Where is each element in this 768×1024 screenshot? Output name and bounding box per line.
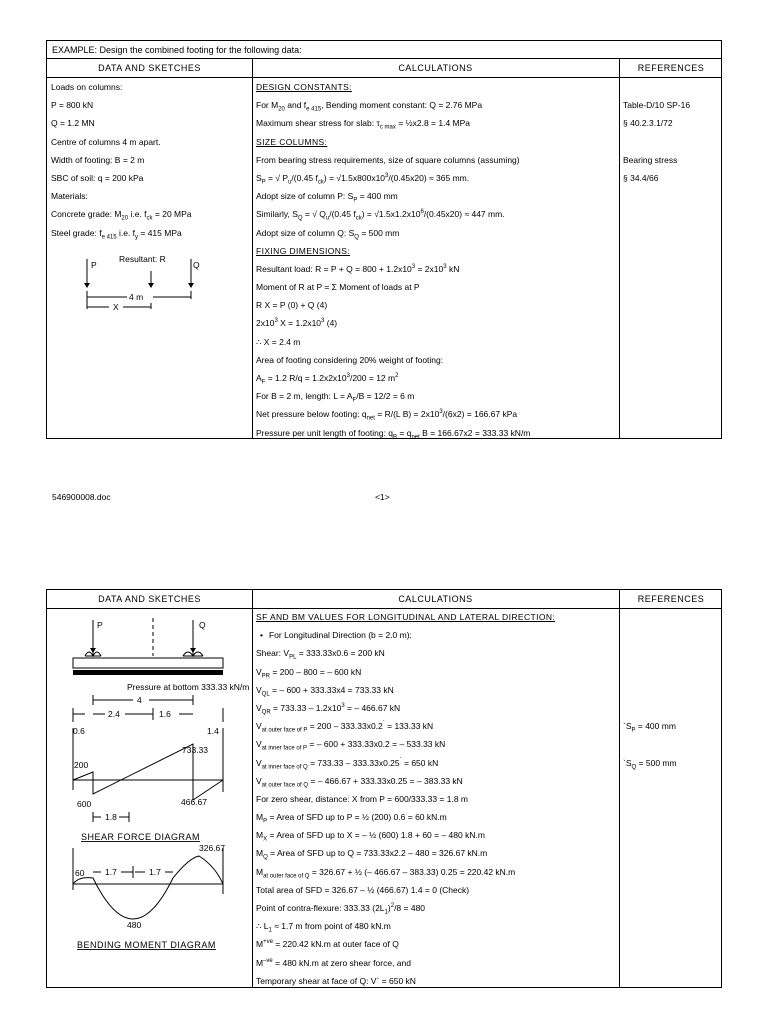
calc-line: $A_F = 1.2$ $R/q = 1.2x2x10^3/200 = 12$ $m^2$ (256, 373, 399, 386)
calc-line: Net pressure below footing: $q_{net} = R/(L$ $B) = 2x10^3/(6x2) = 166.67$ kPa (256, 409, 518, 423)
header-calculations: CALCULATIONS (398, 594, 473, 604)
calc-line: Maximum shear stress for slab: $\tau_{c max}$ = ½x2.8 = 1.4 MPa (256, 118, 471, 132)
calc-line: $M_P$ = Area of SFD up to P = ½ (200) 0.6 = 60 kN.m (256, 812, 447, 825)
calc-line: Area of footing considering 20% weight of footing: (256, 354, 444, 365)
bmd-480: 480 (127, 920, 142, 930)
column-divider (619, 590, 620, 987)
calc-line: Similarly, $S_Q$ = √ $Q_u/(0.45$ $f_{ck}) = √1.5x1.2x10^6/(0.45x20) \approx 447$ mm. (256, 209, 505, 222)
data-line: Materials: (51, 191, 88, 202)
dim-2-4: 2.4 (108, 709, 120, 719)
column-divider (252, 59, 253, 438)
header-references: REFERENCES (637, 594, 705, 604)
calc-line: $V_{QR} = 733.33 - 1.2x10^3$ = – 466.67 kN (256, 702, 401, 716)
sketch-label-x: X (113, 302, 119, 312)
calc-line: Pressure per unit length of footing: $q_B = q_{net}$ B = 166.67x2 = 333.33 kN/m (256, 427, 531, 441)
bmd-title: BENDING MOMENT DIAGRAM (77, 940, 216, 950)
column-divider (619, 59, 620, 438)
shear-force-diagram (73, 728, 223, 800)
calc-line: $V_{QL}$ = – 600 + 333.33x4 = 733.33 kN (256, 684, 394, 698)
soil-pressure-band (73, 670, 223, 675)
header-data-and-sketches: DATA AND SKETCHES (98, 594, 201, 604)
calc-line: ∴ $L_1 \approx 1.7$ m from point of 480 kN.m (256, 921, 391, 934)
section-size-columns: SIZE COLUMNS: (256, 136, 328, 147)
footing-slab (73, 658, 223, 668)
calc-line: For zero shear, distance: X from P = 600/333.33 = 1.8 m (256, 793, 468, 804)
sketch-label-resultant: Resultant: R (119, 254, 166, 264)
sfd-200: 200 (74, 760, 89, 770)
calc-line: $M^{+ve} = 220.42$ kN.m at outer face of Q (256, 939, 399, 950)
calc-line: Resultant load: $R = P + Q = 800 + 1.2x10^3 = 2x10^3$ kN (256, 263, 460, 274)
calc-line: For B = 2 m, length: $L = A_F/B = 12/2 = 6$ m (256, 391, 415, 404)
header-references: REFERENCES (637, 63, 705, 73)
sketch-label-p: P (91, 260, 97, 270)
sfd-733-33: 733.33 (182, 745, 208, 755)
calc-line: Adopt size of column P: $S_P = 400$ mm (256, 191, 398, 204)
calc-line: R X = P (0) + Q (4) (256, 300, 328, 311)
header-calculations: CALCULATIONS (398, 63, 473, 73)
calculations-column (256, 78, 616, 442)
data-line: Centre of columns 4 m apart. (51, 136, 161, 147)
design-table-page-2 (46, 589, 722, 988)
bmd-1-7a: 1.7 (105, 867, 117, 877)
data-line: Q = 1.2 MN (51, 118, 95, 129)
dim-0-6: 0.6 (73, 726, 85, 736)
bending-moment-diagram (73, 848, 223, 919)
section-design-constants: DESIGN CONSTANTS: (256, 82, 352, 92)
reference-sq: $`S_Q = 500$ mm (623, 757, 677, 771)
dim-1-6: 1.6 (159, 709, 171, 719)
calc-line: Adopt size of column Q: $S_Q = 500$ mm (256, 227, 400, 241)
calc-line: $V_{at outer face of Q}$ = – 466.67 + 333.33x0.25 = – 383.33 kN (256, 775, 463, 789)
concrete-grade: Concrete grade: $M_{20}$ i.e. $f_{ck} = 20$ MPa (51, 209, 192, 222)
data-line: Width of footing: B = 2 m (51, 154, 145, 165)
calc-line: Temporary shear at face of Q: V` = 650 kN (256, 975, 416, 986)
footer-page-number: <1> (375, 492, 390, 502)
data-line: P = 800 kN (51, 100, 94, 111)
calc-line: $V_{PR} = 200 - 800$ = – 600 kN (256, 666, 362, 680)
data-column (51, 78, 249, 242)
sfd-1-8: 1.8 (105, 812, 117, 822)
calc-line: $2x10^3$ $X = 1.2x10^3$ (4) (256, 318, 338, 329)
example-caption: EXAMPLE: Design the combined footing for the following data: (47, 41, 721, 59)
footer-filename: 546900008.doc (52, 492, 111, 502)
label-q: Q (199, 620, 206, 630)
reference: Bearing stress (623, 154, 678, 165)
dim-1-4: 1.4 (207, 726, 219, 736)
bmd-1-7b: 1.7 (149, 867, 161, 877)
bullet-longitudinal: • For Longitudinal Direction (b = 2.0 m): (260, 630, 412, 641)
calc-line: $V_{at inner face of Q} = 733.33 - 333.33x0.25^` = 650$ kN (256, 757, 439, 771)
calc-line: Point of contra-flexure: 333.33 $(2L_1)^2/8 = 480$ (256, 903, 426, 916)
references-column (623, 608, 721, 772)
dim-4: 4 (137, 695, 142, 705)
column-divider (252, 590, 253, 987)
data-line: Loads on columns: (51, 82, 123, 92)
sfd-bmd-sketch (49, 610, 249, 986)
bmd-326-67: 326.67 (199, 843, 225, 853)
reference: Table-D/10 SP-16 (623, 100, 691, 111)
section-sf-bm-values: SF AND BM VALUES FOR LONGITUDINAL AND LATERAL DIRECTION: (256, 612, 556, 622)
sfd-600: 600 (77, 799, 92, 809)
reference: § 34.4/66 (623, 172, 659, 183)
reference-sp: $`S_P = 400$ mm (623, 721, 676, 734)
calc-line: $M_{at outer face of Q} = 326.67$ + ½ (– 466.67 – 383.33) 0.25 = 220.42 kN.m (256, 866, 516, 880)
references-column (623, 78, 721, 187)
calc-line: Moment of R at P = Σ Moment of loads at P (256, 282, 420, 293)
calc-line: From bearing stress requirements, size of square columns (assuming) (256, 154, 520, 165)
bmd-60: 60 (75, 868, 85, 878)
design-table-page-1 (46, 40, 722, 439)
calc-line: $V_{at outer face of P} = 200 - 333.33x0.2^` = 133.33$ kN (256, 721, 434, 734)
header-data-and-sketches: DATA AND SKETCHES (98, 63, 201, 73)
calc-line: Shear: $V_{PL} = 333.33x0.6 = 200$ kN (256, 648, 385, 662)
calc-line: $M_Q$ = Area of SFD up to Q = 733.33x2.2 – 480 = 326.67 kN.m (256, 848, 488, 862)
calc-line: ∴ X = 2.4 m (256, 336, 301, 347)
data-line: SBC of soil: q = 200 kPa (51, 172, 144, 183)
sketch-label-q: Q (193, 260, 200, 270)
section-fixing-dimensions: FIXING DIMENSIONS: (256, 245, 351, 256)
column-loads-sketch (67, 251, 237, 331)
calc-line: $M^{-ve} = 480$ kN.m at zero shear force, and (256, 957, 411, 968)
calc-line: $M_X$ = Area of SFD up to X = – ½ (600) 1.8 + 60 = – 480 kN.m (256, 830, 485, 843)
label-pressure: Pressure at bottom 333.33 kN/m (127, 682, 249, 692)
calc-line: $V_{at inner face of P}$ = – 600 + 333.33x0.2 = – 533.33 kN (256, 739, 446, 752)
sfd-466-67: 466.67 (181, 797, 207, 807)
calculations-column (256, 608, 616, 990)
sketch-label-4m: 4 m (129, 292, 144, 302)
reference: § 40.2.3.1/72 (623, 118, 673, 129)
label-p: P (97, 620, 103, 630)
calc-line: For $M_{20}$ and $f_{e 415}$, Bending moment constant: Q = 2.76 MPa (256, 100, 483, 113)
sfd-title: SHEAR FORCE DIAGRAM (81, 832, 201, 842)
calc-line: $S_P$ = √ $P_u/(0.45$ $f_{ck}) = √1.5x800x10^3/(0.45x20) \approx 365$ mm. (256, 172, 470, 186)
steel-grade: Steel grade: $f_{e 415}$ i.e. $f_y = 415$ MPa (51, 227, 182, 241)
calc-line: Total area of SFD = 326.67 – ½ (466.67) 1.4 = 0 (Check) (256, 884, 470, 895)
